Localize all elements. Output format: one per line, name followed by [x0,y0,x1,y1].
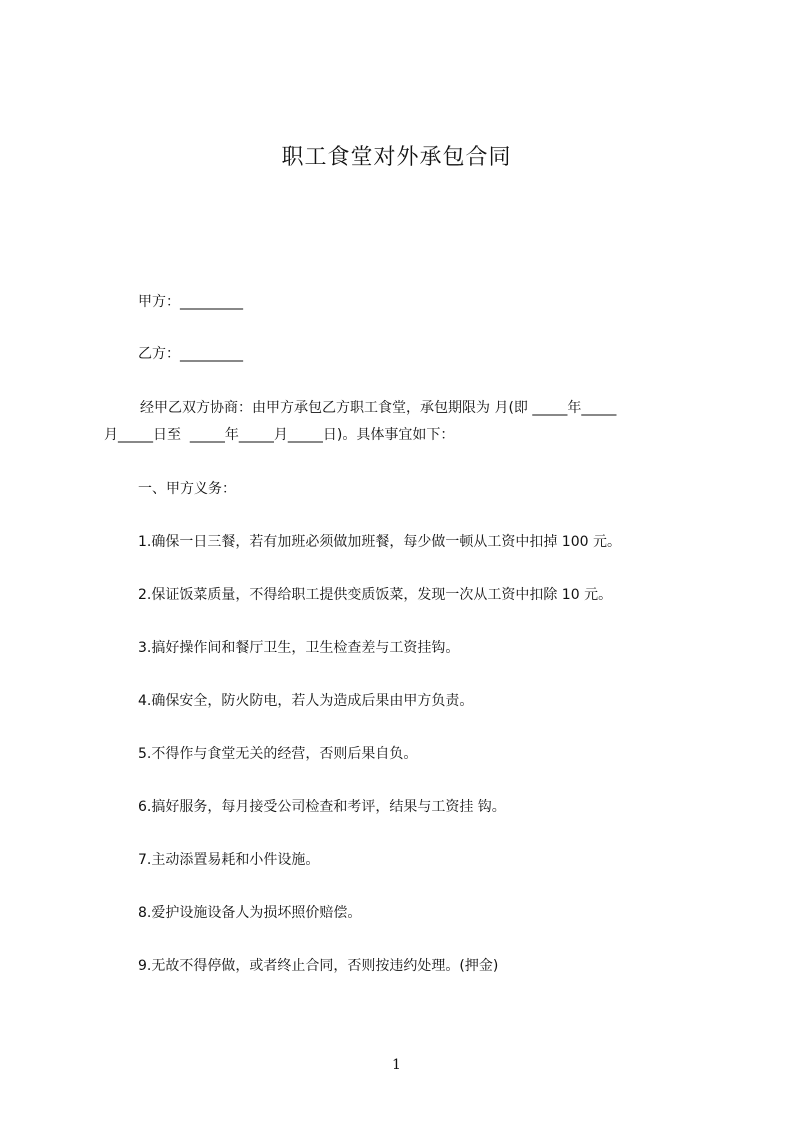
obligation-item: 7.主动添置易耗和小件设施。 [138,852,320,868]
obligation-item: 3.搞好操作间和餐厅卫生，卫生检查差与工资挂钩。 [138,640,460,656]
intro-paragraph-line-2: 月_____日至 _____年_____月_____日)。具体事宜如下： [104,427,455,443]
party-a-line: 甲方：_________ [138,294,243,310]
obligation-item: 5.不得作与食堂无关的经营，否则后果自负。 [138,746,418,762]
page-number: 1 [392,1057,401,1073]
intro-paragraph-line-1: 经甲乙双方协商：由甲方承包乙方职工食堂，承包期限为 月(即 _____年_____ [140,400,617,416]
section-heading-party-a-obligations: 一、甲方义务： [138,481,236,497]
document-title: 职工食堂对外承包合同 [281,145,512,170]
obligation-item: 6.搞好服务，每月接受公司检查和考评，结果与工资挂 钩。 [138,799,506,815]
obligation-item: 8.爱护设施设备人为损坏照价赔偿。 [138,905,362,921]
obligation-item: 9.无故不得停做，或者终止合同，否则按违约处理。(押金) [138,958,499,974]
obligation-item: 2.保证饭菜质量，不得给职工提供变质饭菜，发现一次从工资中扣除 10 元。 [138,587,613,603]
party-b-line: 乙方：_________ [138,346,243,362]
obligation-item: 1.确保一日三餐，若有加班必须做加班餐，每少做一顿从工资中扣掉 100 元。 [138,534,621,550]
obligation-item: 4.确保安全，防火防电，若人为造成后果由甲方负责。 [138,693,474,709]
